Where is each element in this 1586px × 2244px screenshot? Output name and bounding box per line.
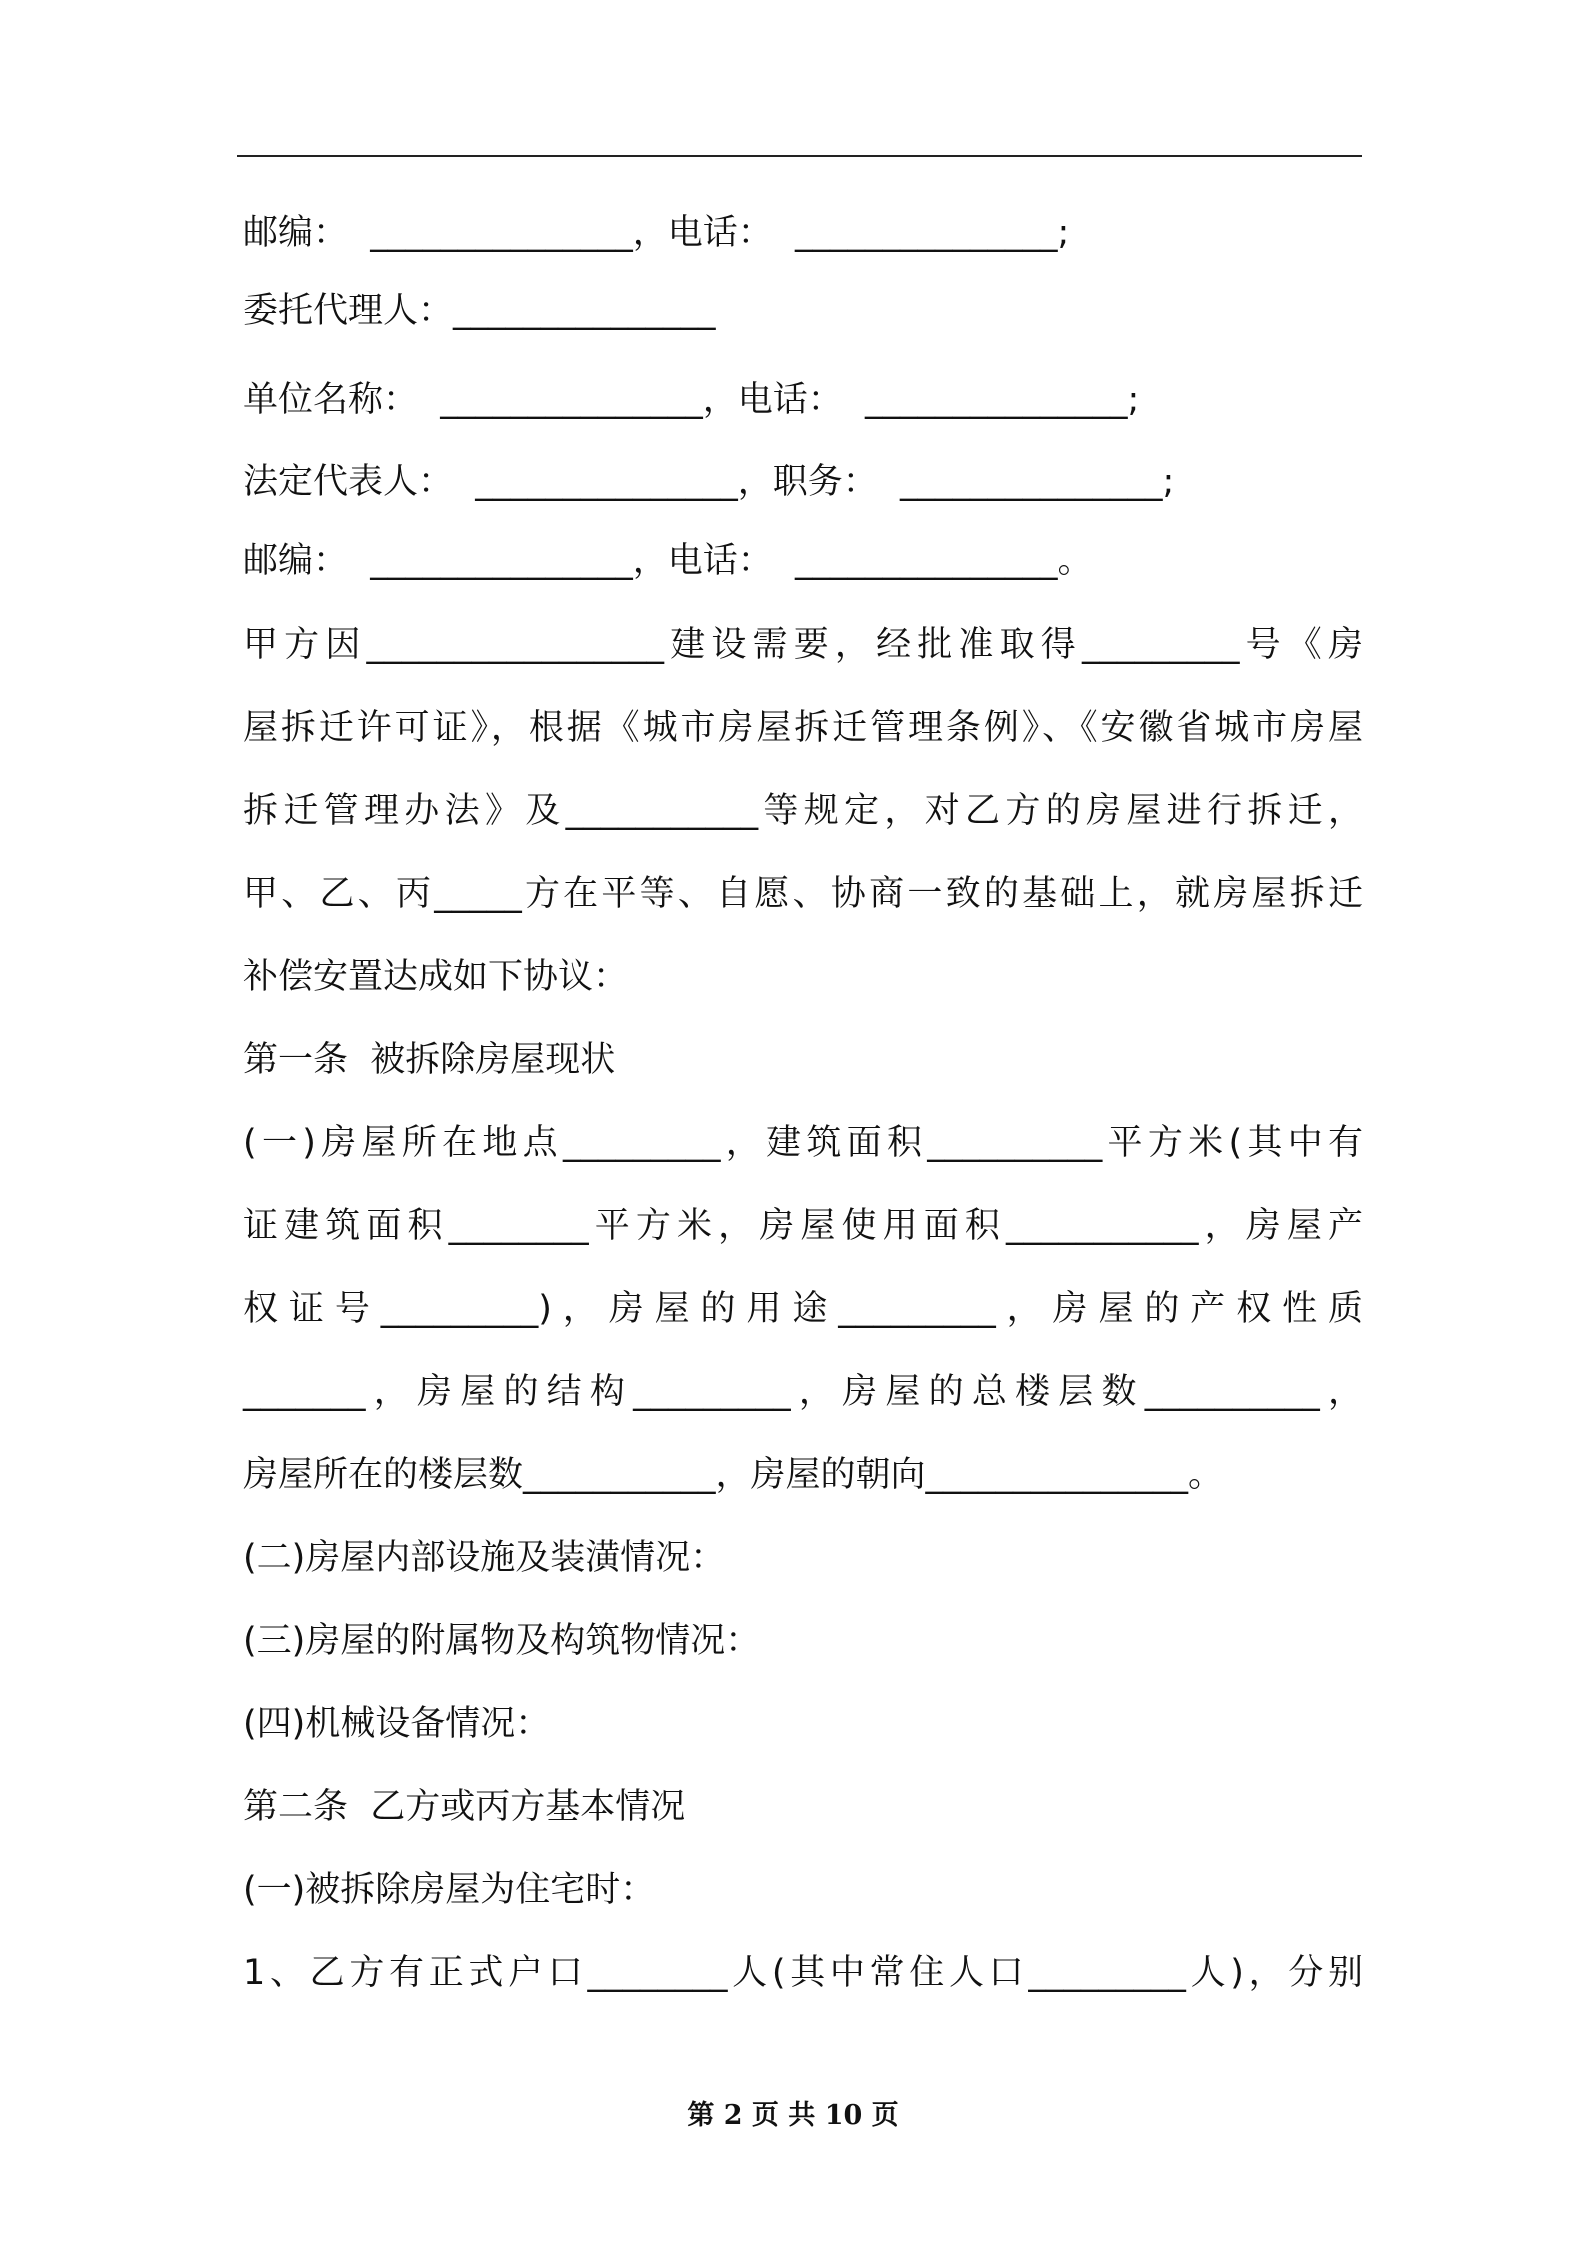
paragraph-line: 1、乙方有正式户口________人(其中常住人口_________人)，分别 xyxy=(243,1953,1363,1993)
unit-name-line: 单位名称： _______________，电话： _______________; xyxy=(243,380,1140,420)
paragraph-line: (一)房屋所在地点_________，建筑面积__________平方米(其中有 xyxy=(243,1123,1363,1163)
paragraph-line: 甲方因_________________建设需要，经批准取得_________号《房 xyxy=(243,625,1363,665)
paragraph-line: 证建筑面积________平方米，房屋使用面积___________，房屋产 xyxy=(243,1206,1363,1246)
section-item: (一)被拆除房屋为住宅时： xyxy=(243,1870,656,1910)
section-item: (四)机械设备情况： xyxy=(243,1704,551,1744)
paragraph-line: 拆迁管理办法》及___________等规定，对乙方的房屋进行拆迁， xyxy=(243,791,1363,831)
postcode-line-2: 邮编： _______________，电话： _______________。 xyxy=(243,541,1093,581)
paragraph-line: 房屋所在的楼层数___________，房屋的朝向_______________。 xyxy=(243,1455,1224,1495)
section-item: (三)房屋的附属物及构筑物情况： xyxy=(243,1621,761,1661)
page-number: 第 2 页 共 10 页 xyxy=(687,2100,899,2131)
header-rule xyxy=(237,155,1362,157)
paragraph-line: 甲、乙、丙_____方在平等、自愿、协商一致的基础上，就房屋拆迁 xyxy=(243,874,1363,914)
article-2-heading: 第二条 乙方或丙方基本情况 xyxy=(243,1787,686,1827)
paragraph-line: 权证号_________)，房屋的用途_________，房屋的产权性质 xyxy=(243,1289,1363,1329)
postcode-line-1: 邮编： _______________，电话： _______________; xyxy=(243,213,1070,253)
legal-rep-line: 法定代表人： _______________，职务： _______________; xyxy=(243,462,1175,502)
agent-line: 委托代理人：_______________ xyxy=(243,291,716,331)
article-1-heading: 第一条 被拆除房屋现状 xyxy=(243,1040,616,1080)
paragraph-line: 屋拆迁许可证》，根据《城市房屋拆迁管理条例》、《安徽省城市房屋 xyxy=(243,708,1363,748)
paragraph-line: _______，房屋的结构_________，房屋的总楼层数__________， xyxy=(243,1372,1363,1412)
paragraph-line: 补偿安置达成如下协议： xyxy=(243,957,629,997)
section-item: (二)房屋内部设施及装潢情况： xyxy=(243,1538,726,1578)
